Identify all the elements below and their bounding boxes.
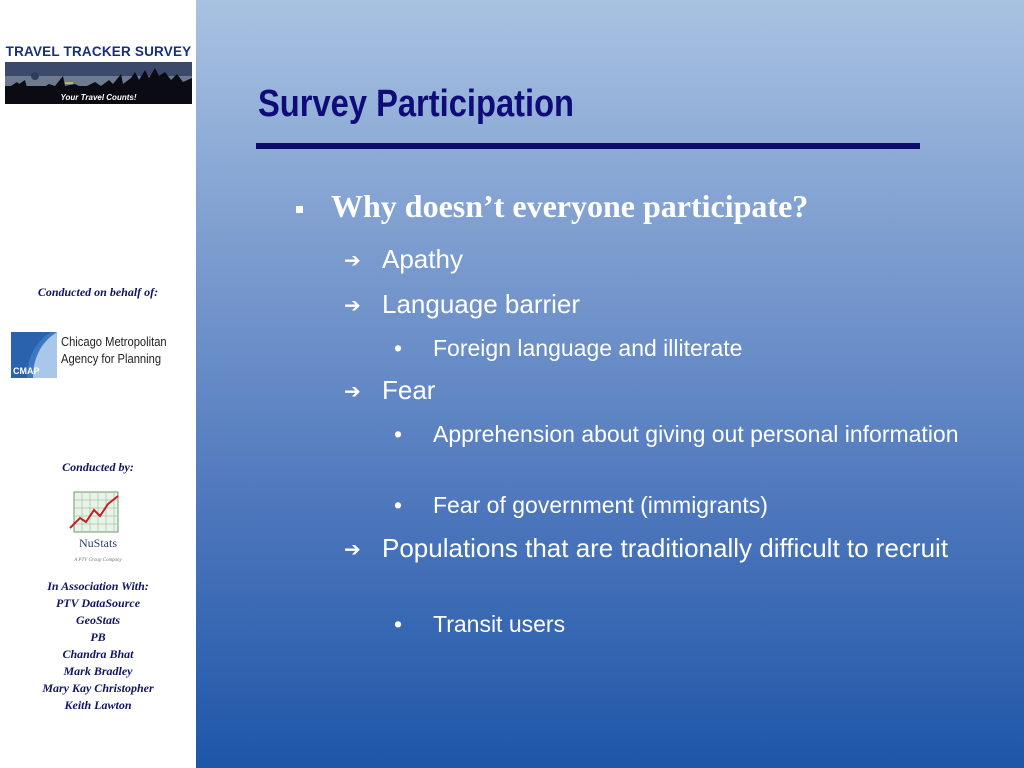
partner-item: Mark Bradley xyxy=(63,664,133,678)
cmap-logo xyxy=(11,330,189,380)
arrow-bullet-icon: ➔ xyxy=(344,250,361,272)
partner-item: Mary Kay Christopher xyxy=(42,681,154,695)
conducted-on-behalf-label: Conducted on behalf of: xyxy=(37,285,159,299)
dot-bullet-icon: • xyxy=(394,335,403,361)
arrow-bullet-icon: ➔ xyxy=(344,381,361,403)
nustats-name: NuStats xyxy=(78,536,117,550)
partner-item: Keith Lawton xyxy=(64,698,132,712)
nustats-logo xyxy=(60,490,136,570)
partner-item: Chandra Bhat xyxy=(62,647,134,661)
dot-bullet-icon: • xyxy=(394,611,403,637)
partner-item: PTV DataSource xyxy=(55,596,141,610)
sidebar xyxy=(0,0,196,768)
cmap-name xyxy=(61,333,175,367)
cmap-name-line2: Agency for Planning xyxy=(61,351,162,366)
nustats-subtitle: A PTV Group Company xyxy=(74,558,122,563)
cmap-mark-icon xyxy=(11,332,57,378)
square-bullet-icon xyxy=(296,206,303,213)
chart-growth-icon xyxy=(60,490,136,534)
dot-bullet-icon: • xyxy=(394,421,403,447)
slide-title: Survey Participation xyxy=(258,83,575,125)
travel-tracker-logo xyxy=(5,42,192,104)
logo-tagline: Your Travel Counts! xyxy=(60,93,137,102)
association-heading: In Association With: xyxy=(47,579,149,593)
association-list xyxy=(0,578,196,714)
sub-list-item-label: Transit users xyxy=(433,611,566,637)
sub-list-item-label: Apprehension about giving out personal information xyxy=(433,421,959,447)
arrow-bullet-icon: ➔ xyxy=(344,539,361,561)
partner-item: GeoStats xyxy=(75,613,120,627)
conducted-by-label: Conducted by: xyxy=(62,460,134,474)
partner-item: PB xyxy=(90,630,106,644)
list-item-label: Apathy xyxy=(382,244,463,274)
cmap-name-line1: Chicago Metropolitan xyxy=(61,334,167,349)
list-item-label: Populations that are traditionally difficult to recruit xyxy=(382,533,949,563)
sub-list-item-label: Fear of government (immigrants) xyxy=(433,492,768,518)
main-bullet-text: Why doesn’t everyone participate? xyxy=(331,188,809,224)
list-item-label: Language barrier xyxy=(382,289,581,319)
cmap-mark-text: CMAP xyxy=(13,366,40,376)
list-item-label: Fear xyxy=(382,375,436,405)
sub-list-item-label: Foreign language and illiterate xyxy=(433,335,743,361)
arrow-bullet-icon: ➔ xyxy=(344,295,361,317)
title-underline xyxy=(256,143,920,149)
dot-bullet-icon: • xyxy=(394,492,403,518)
logo-title: TRAVEL TRACKER SURVEY xyxy=(5,44,192,59)
